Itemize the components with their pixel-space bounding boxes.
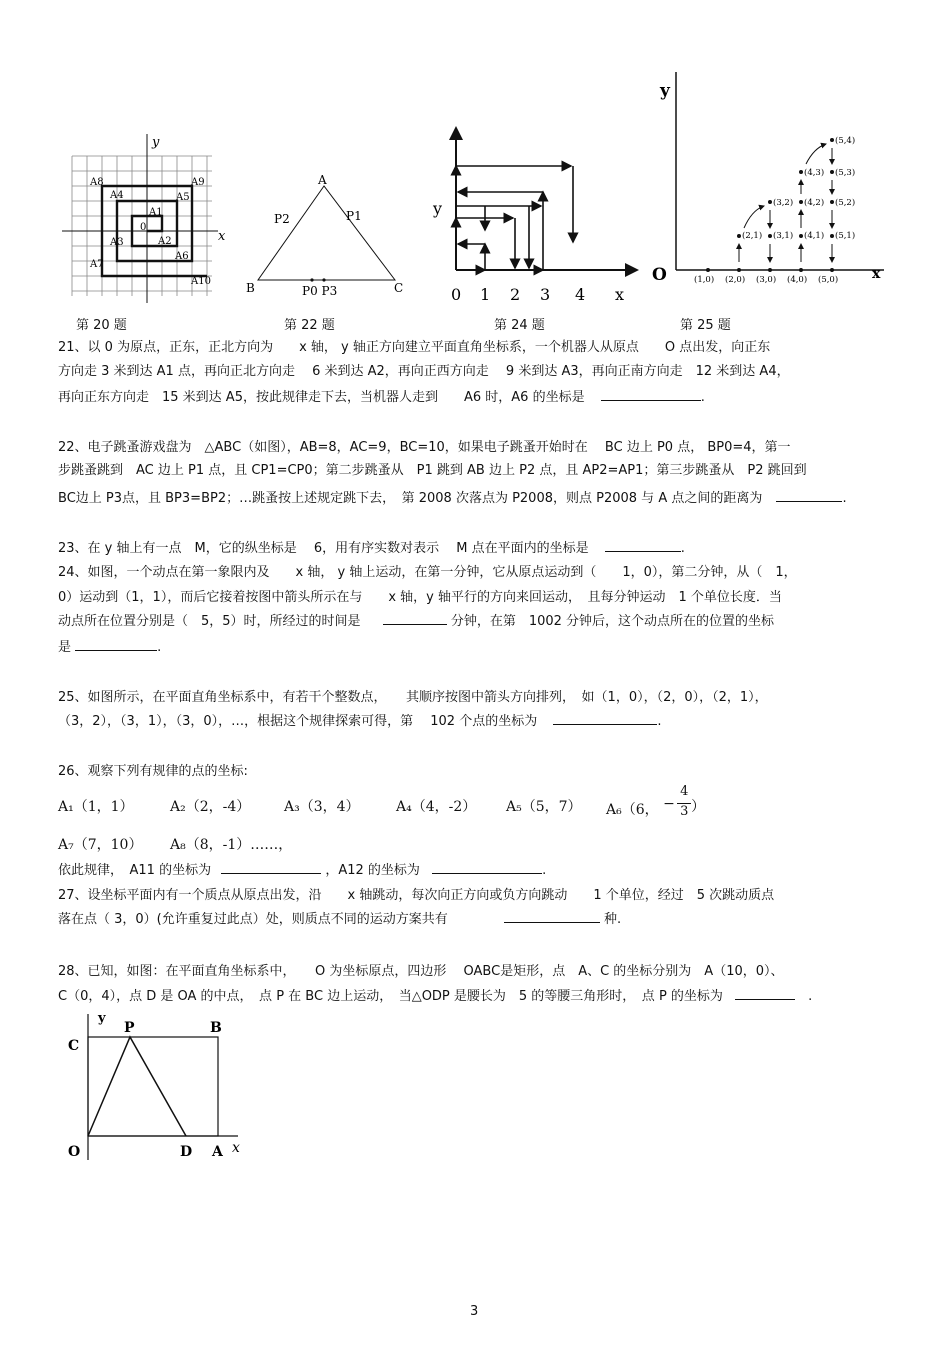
q27-line-2a: 落在点（ 3，0）(允许重复过此点）处，则质点不同的运动方案共有 [58, 912, 448, 927]
q25-line-1: 25、如图所示，在平面直角坐标系中，有若干个整数点， 其顺序按图中箭头方向排列， 如（1，0），（2，0），（2，1）， [58, 690, 768, 705]
tick-4: 4 [575, 285, 586, 304]
point-label: (3,2) [773, 198, 794, 208]
q26-line-4b: ，A12 的坐标为 [325, 863, 420, 878]
q22-answer-blank [776, 488, 842, 502]
caption-24: 第 24 题 [494, 318, 545, 333]
x-label: x [615, 285, 625, 304]
point-label: (4,3) [804, 168, 825, 178]
y-label: y [660, 81, 670, 101]
y-label: y [98, 1011, 106, 1026]
point-p3 [322, 278, 325, 281]
point-label: (5,4) [835, 136, 856, 146]
q21-answer-blank [601, 387, 701, 401]
point-label: (4,0) [787, 275, 808, 285]
point-a4: A₄（4，-2） [396, 799, 477, 815]
q26-line-1: 26、观察下列有规律的点的坐标: [58, 764, 248, 779]
q22-line-1: 22、电子跳蚤游戏盘为 △ABC（如图），AB=8，AC=9，BC=10，如果电子跳蚤开始时在 BC 边上 P0 点， BP0=4，第一 [58, 440, 791, 455]
caption-25: 第 25 题 [680, 318, 731, 333]
label-o: O [68, 1144, 81, 1160]
point-a6-close: ） [691, 799, 706, 815]
q28-line-1: 28、已知，如图：在平面直角坐标系中， O 为坐标原点，四边形 OABC是矩形，点 A、C 的坐标分别为 A（10，0）、 [58, 964, 784, 979]
x-label: x [872, 266, 881, 282]
q25-line-2: （3，2），（3，1），（3，0），…，根据这个规律探索可得，第 102 个点的坐标为 . [58, 711, 898, 732]
q24-line-3b: 分钟，在第 1002 分钟后，这个动点所在的位置的坐标 [450, 614, 775, 629]
q28-answer-blank [735, 986, 795, 1000]
q22-line-3-text: BC边上 P3点，且 BP3=BP2；…跳蚤按上述规定跳下去， 第 2008 次落点为 P2008，则点 P2008 与 A 点之间的距离为 [58, 491, 763, 506]
q27-line-1: 27、设坐标平面内有一个质点从原点出发，沿 x 轴跳动，每次向正方向或负方向跳动 1 个单位，经过 5 次跳动质点 [58, 888, 775, 903]
label-c: C [68, 1038, 80, 1054]
q26-line-4a: 依此规律， A11 的坐标为 [58, 863, 212, 878]
point-a2: A₂（2，-4） [170, 799, 251, 815]
page-number: 3 [470, 1304, 479, 1319]
rectangle-oabc [88, 1037, 218, 1136]
q25-answer-blank [553, 711, 657, 725]
point-label: (4,1) [804, 231, 825, 241]
q22-line-2: 步跳蚤跳到 AC 边上 P1 点，且 CP1=CP0；第二步跳蚤从 P1 跳到 AB 边上 P2 点，且 AP2=AP1；第三步跳蚤从 P2 跳回到 [58, 463, 807, 478]
point-label: (2,0) [725, 275, 746, 285]
label-a: A [318, 173, 327, 187]
q24-line-1: 24、如图，一个动点在第一象限内及 x 轴， y 轴上运动，在第一分钟，它从原点运动到（ 1，0），第二分钟，从（ 1， [58, 565, 797, 580]
q27-answer-blank [504, 909, 600, 923]
x-label: x [218, 229, 226, 244]
q23-answer-blank [605, 538, 681, 552]
q23-text: 23、在 y 轴上有一点 M，它的纵坐标是 6，用有序实数对表示 M 点在平面内的坐标是 [58, 541, 589, 556]
point-a3: A₃（3，4） [284, 799, 360, 815]
label-a10: A10 [191, 276, 211, 287]
caption-20: 第 20 题 [76, 318, 127, 333]
label-a: A [212, 1144, 223, 1160]
figure-24 [425, 122, 645, 307]
y-label: y [152, 135, 160, 150]
figure-25 [648, 66, 888, 306]
tick-2: 2 [510, 285, 521, 304]
label-c: C [394, 281, 404, 295]
q23-line-1: 23、在 y 轴上有一点 M，它的纵坐标是 6，用有序实数对表示 M 点在平面内的坐标是 . [58, 538, 898, 559]
point-a1: A₁（1，1） [58, 799, 134, 815]
q21-line-3: 再向正东方向走 15 米到达 A5，按此规律走下去，当机器人走到 A6 时，A6 的坐标是 . [58, 387, 898, 408]
origin-label: O [652, 265, 667, 285]
point-a7: A₇（7，10） [58, 837, 143, 853]
q25-line-2-text: （3，2），（3，1），（3，0），…，根据这个规律探索可得，第 102 个点的坐标为 [58, 714, 538, 729]
fraction-minus: − [663, 796, 675, 812]
point-label: (5,2) [835, 198, 856, 208]
point-labels [694, 135, 855, 285]
fraction-numerator: 4 [680, 784, 689, 799]
label-p2: P2 [274, 212, 290, 226]
label-a8: A8 [90, 177, 104, 188]
q26-blank-1 [221, 860, 321, 874]
point-label: (5,3) [835, 168, 856, 178]
origin-label: 0 [140, 222, 147, 233]
q27-line-2 [58, 909, 898, 930]
x-label: x [232, 1140, 240, 1156]
point-a6 [606, 784, 706, 824]
q24-line-2: 0）运动到（1，1），而后它接着按图中箭头所示在与 x 轴，y 轴平行的方向来回运动， 且每分钟运动 1 个单位长度．当 [58, 590, 782, 605]
caption-22: 第 22 题 [284, 318, 335, 333]
q27-line-2b: 种. [604, 912, 622, 927]
tick-3: 3 [540, 285, 551, 304]
q24-line-4: 是 . [58, 637, 898, 658]
q24-line-4-text: 是 [58, 640, 72, 655]
q26-blank-2 [432, 860, 542, 874]
label-a3: A3 [110, 237, 124, 248]
q24-blank-2 [75, 637, 157, 651]
label-p: P [124, 1020, 135, 1036]
q24-line-3 [58, 611, 898, 632]
fraction-denominator: 3 [680, 804, 689, 819]
tick-1: 1 [480, 285, 491, 304]
point-label: (4,2) [804, 198, 825, 208]
label-p1: P1 [346, 209, 362, 223]
point-p0 [310, 278, 313, 281]
label-a5: A5 [176, 192, 190, 203]
point-label: (2,1) [742, 231, 763, 241]
q26-points-row-2 [58, 834, 458, 856]
point-a6-prefix: A₆（6， [606, 802, 659, 818]
q28-line-2: C（0，4），点 D 是 OA 的中点， 点 P 在 BC 边上运动， 当△ODP 是腰长为 5 的等腰三角形时， 点 P 的坐标为 . [58, 986, 898, 1007]
point-label: (3,1) [773, 231, 794, 241]
figure-20 [58, 128, 238, 303]
point-a5: A₅（5，7） [506, 799, 582, 815]
point-label: (1,0) [694, 275, 715, 285]
q28-line-2-text: C（0，4），点 D 是 OA 的中点， 点 P 在 BC 边上运动， 当△ODP 是腰长为 5 的等腰三角形时， 点 P 的坐标为 [58, 989, 723, 1004]
fraction [663, 784, 706, 819]
label-b: B [210, 1020, 222, 1036]
q26-line-4: 依此规律， A11 的坐标为 ，A12 的坐标为 . [58, 860, 898, 881]
q21-line-3-text: 再向正东方向走 15 米到达 A5，按此规律走下去，当机器人走到 A6 时，A6 的坐标是 [58, 390, 585, 405]
q22-line-3: BC边上 P3点，且 BP3=BP2；…跳蚤按上述规定跳下去， 第 2008 次落点为 P2008，则点 P2008 与 A 点之间的距离为 . [58, 488, 898, 509]
q26-points-row-1 [58, 784, 758, 826]
label-p0-p3: P0 P3 [302, 284, 338, 298]
y-label: y [433, 199, 443, 218]
label-a6: A6 [175, 251, 189, 262]
q24-blank-1 [383, 611, 447, 625]
triangle-odp [88, 1037, 186, 1136]
figure-22 [240, 168, 415, 303]
tick-0: 0 [451, 285, 462, 304]
label-a9: A9 [191, 177, 205, 188]
label-a1: A1 [149, 207, 163, 218]
label-d: D [180, 1144, 193, 1160]
label-a2: A2 [158, 236, 172, 247]
label-a4: A4 [110, 190, 124, 201]
point-label: (3,0) [756, 275, 777, 285]
triangle-abc [258, 186, 395, 280]
q21-line-1: 21、以 0 为原点，正东，正北方向为 x 轴， y 轴正方向建立平面直角坐标系，一个机器人从原点 O 点出发，向正东 [58, 340, 771, 355]
path-arrows [456, 166, 573, 270]
point-label: (5,1) [835, 231, 856, 241]
q24-line-3a: 动点所在位置分别是（ 5，5）时，所经过的时间是 [58, 614, 361, 629]
point-label: (5,0) [818, 275, 839, 285]
label-a7: A7 [90, 259, 104, 270]
figure-28 [60, 1008, 260, 1168]
point-a8: A₈（8，-1）……， [170, 837, 293, 853]
q21-line-2: 方向走 3 米到达 A1 点，再向正北方向走 6 米到达 A2，再向正西方向走 9 米到达 A3，再向正南方向走 12 米到达 A4， [58, 364, 790, 379]
label-b: B [246, 281, 255, 295]
